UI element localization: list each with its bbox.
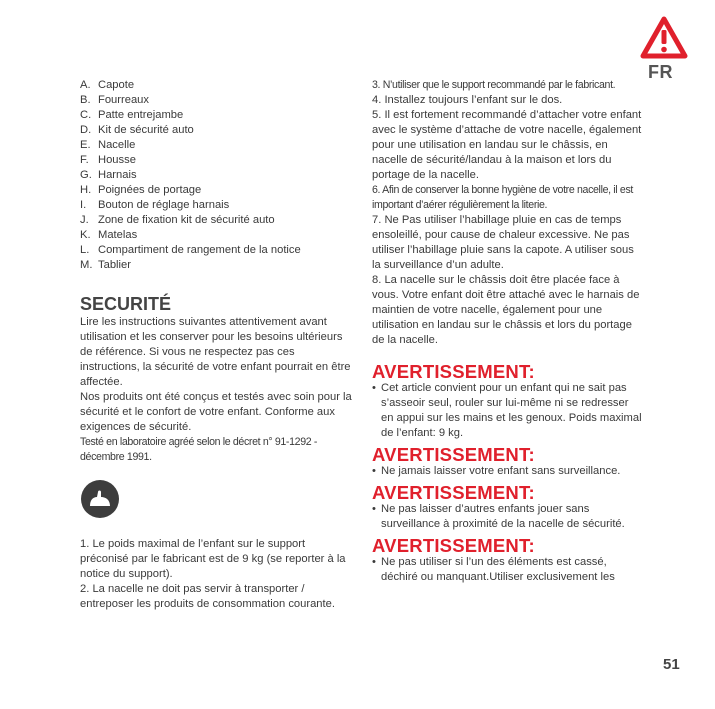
warning-bullet: • Ne pas laisser d’autres enfants jouer sans surveillance à proximité de la nacelle de sécurité. bbox=[372, 503, 625, 530]
left-column bbox=[80, 78, 352, 612]
security-intro: Lire les instructions suivantes attentivement avant utilisation et les conserver pour les besoins ultérieurs de référence. Si vous ne respectez pas ces instructions, la sécurité de votre enfant pourrait en être affectée. bbox=[80, 316, 351, 388]
warning-bullet: • Cet article convient pour un enfant qui ne sait pas s’asseoir seul, rouler sur lui-même ni se redresser en appui sur les mains et les genoux. Poids maximal de l’enfant: 9 kg. bbox=[372, 382, 642, 439]
rule-2: 2. La nacelle ne doit pas servir à transporter / entreposer les produits de consommation courante. bbox=[80, 583, 335, 610]
warning-title: AVERTISSEMENT: bbox=[372, 444, 535, 465]
language-badge: FR bbox=[648, 62, 673, 82]
list-item: G. Harnais bbox=[80, 169, 137, 181]
page-number: 51 bbox=[663, 656, 680, 673]
warning-triangle-icon bbox=[640, 16, 688, 60]
rule-7: 7. Ne Pas utiliser l’habillage pluie en cas de temps ensoleillé, pour cause de chaleur excessive. Ne pas utiliser l’habillage pluie sans la capote. A utiliser sous la surveillance d’un adulte. bbox=[372, 214, 634, 271]
warning-title: AVERTISSEMENT: bbox=[372, 361, 535, 382]
list-item: B. Fourreaux bbox=[80, 94, 149, 106]
list-item: F. Housse bbox=[80, 154, 136, 166]
list-item: D. Kit de sécurité auto bbox=[80, 124, 194, 136]
rule-1: 1. Le poids maximal de l’enfant sur le support préconisé par le fabricant est de 9 kg (se reporter à la notice du support). bbox=[80, 538, 346, 580]
list-item: M. Tablier bbox=[80, 259, 131, 271]
rule-6: 6. Afin de conserver la bonne hygiène de votre nacelle, il est important d’aérer régulièrement la literie. bbox=[372, 184, 633, 211]
list-item: A. Capote bbox=[80, 79, 135, 91]
section-title-securite: SECURITÉ bbox=[80, 294, 172, 314]
rule-8: 8. La nacelle sur le châssis doit être placée face à vous. Votre enfant doit être attaché avec le harnais de maintien de votre nacelle, également pour une utilisation en landau sur le châssis et lors du portage de la nacelle. bbox=[372, 274, 640, 346]
list-item: I. Bouton de réglage harnais bbox=[80, 199, 230, 211]
warning-title: AVERTISSEMENT: bbox=[372, 482, 535, 503]
list-item: K. Matelas bbox=[80, 229, 138, 241]
list-item: H. Poignées de portage bbox=[80, 184, 202, 196]
rule-5: 5. Il est fortement recommandé d’attacher votre enfant avec le système d’attache de votre nacelle, également pour une utilisation en landau sur le châssis, en nacelle de sécurité/landau à la maison et lors du portage de la nacelle. bbox=[372, 109, 642, 181]
list-item: L. Compartiment de rangement de la notice bbox=[80, 244, 301, 256]
rule-3: 3. N’utiliser que le support recommandé par le fabricant. bbox=[372, 79, 616, 91]
hand-icon bbox=[80, 479, 120, 519]
parts-list bbox=[80, 78, 352, 273]
warning-title: AVERTISSEMENT: bbox=[372, 535, 535, 556]
security-tested: Nos produits ont été conçus et testés avec soin pour la sécurité et le confort de votre enfant. Conforme aux exigences de sécurité. bbox=[80, 391, 352, 433]
rule-4: 4. Installez toujours l’enfant sur le dos. bbox=[372, 94, 563, 106]
right-column bbox=[372, 78, 642, 585]
list-item: E. Nacelle bbox=[80, 139, 136, 151]
list-item: C. Patte entrejambe bbox=[80, 109, 184, 121]
warning-bullet: • Ne pas utiliser si l’un des éléments est cassé, déchiré ou manquant.Utiliser exclusivement les bbox=[372, 556, 615, 583]
security-decree: Testé en laboratoire agréé selon le décret n° 91-1292 - décembre 1991. bbox=[80, 436, 318, 463]
list-item: J. Zone de fixation kit de sécurité auto bbox=[80, 214, 275, 226]
warning-bullet: • Ne jamais laisser votre enfant sans surveillance. bbox=[372, 465, 621, 477]
